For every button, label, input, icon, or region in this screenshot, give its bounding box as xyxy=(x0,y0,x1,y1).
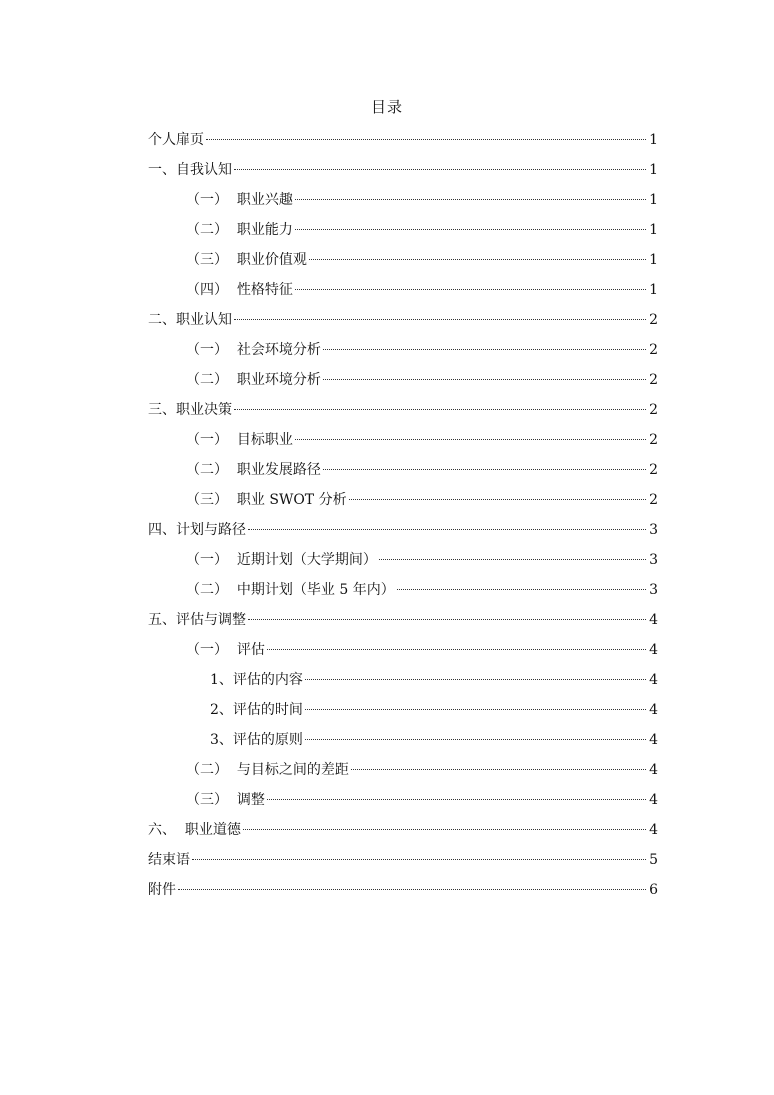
toc-entry-label: 四、计划与路径 xyxy=(148,522,246,538)
toc-dot-leader xyxy=(349,499,646,500)
toc-dot-leader xyxy=(178,889,646,890)
toc-entry-label: （一） 社会环境分析 xyxy=(186,342,321,358)
toc-entry-page-number: 4 xyxy=(649,732,658,748)
toc-dot-leader xyxy=(234,409,646,410)
toc-entry-label: （二） 职业发展路径 xyxy=(186,462,321,478)
toc-dot-leader xyxy=(323,379,646,380)
toc-entry-label: 3、评估的原则 xyxy=(210,732,303,748)
toc-entry[interactable] xyxy=(148,575,658,605)
toc-entry[interactable] xyxy=(148,335,658,365)
toc-entry-page-number: 2 xyxy=(649,462,658,478)
toc-dot-leader xyxy=(323,349,646,350)
toc-entry-page-number: 2 xyxy=(649,312,658,328)
toc-entry[interactable] xyxy=(148,455,658,485)
toc-entry-label: （四） 性格特征 xyxy=(186,282,293,298)
toc-entry-page-number: 4 xyxy=(649,762,658,778)
toc-dot-leader xyxy=(305,709,646,710)
toc-entry[interactable] xyxy=(148,365,658,395)
toc-entry-label: 六、 职业道德 xyxy=(148,822,241,838)
toc-entry-label: （三） 调整 xyxy=(186,792,265,808)
toc-dot-leader xyxy=(267,649,646,650)
toc-entry[interactable] xyxy=(148,815,658,845)
toc-entry[interactable] xyxy=(148,395,658,425)
toc-entry-label: 结束语 xyxy=(148,852,190,868)
toc-entry[interactable] xyxy=(148,725,658,755)
toc-entry-page-number: 3 xyxy=(649,582,658,598)
toc-entry-page-number: 2 xyxy=(649,402,658,418)
toc-entry-page-number: 4 xyxy=(649,672,658,688)
toc-entry[interactable] xyxy=(148,425,658,455)
toc-entry[interactable] xyxy=(148,785,658,815)
toc-entry-label: （一） 评估 xyxy=(186,642,265,658)
toc-entry-label: 二、职业认知 xyxy=(148,312,232,328)
toc-entry[interactable] xyxy=(148,305,658,335)
toc-entry[interactable] xyxy=(148,515,658,545)
toc-entry-label: （三） 职业 SWOT 分析 xyxy=(186,492,347,508)
toc-entry-label: 附件 xyxy=(148,882,176,898)
toc-entry-label: （二） 中期计划（毕业 5 年内） xyxy=(186,582,395,598)
toc-entry-page-number: 4 xyxy=(649,612,658,628)
toc-entry-page-number: 6 xyxy=(649,882,658,898)
toc-entry-page-number: 1 xyxy=(649,282,658,298)
toc-entry[interactable] xyxy=(148,875,658,905)
toc-entry[interactable] xyxy=(148,215,658,245)
toc-entry-label: 个人扉页 xyxy=(148,132,204,148)
toc-entry-page-number: 1 xyxy=(649,252,658,268)
toc-entry-page-number: 3 xyxy=(649,552,658,568)
toc-entry-page-number: 1 xyxy=(649,132,658,148)
toc-entry[interactable] xyxy=(148,125,658,155)
toc-dot-leader xyxy=(248,529,646,530)
toc-dot-leader xyxy=(295,229,646,230)
toc-entry-label: 三、职业决策 xyxy=(148,402,232,418)
toc-dot-leader xyxy=(379,559,646,560)
toc-dot-leader xyxy=(295,199,646,200)
toc-title: 目录 xyxy=(370,98,403,116)
toc-entry[interactable] xyxy=(148,275,658,305)
toc-entry[interactable] xyxy=(148,245,658,275)
toc-entry-page-number: 3 xyxy=(649,522,658,538)
toc-entry-page-number: 4 xyxy=(649,822,658,838)
toc-entry[interactable] xyxy=(148,755,658,785)
toc-entry[interactable] xyxy=(148,155,658,185)
toc-entry-page-number: 1 xyxy=(649,192,658,208)
toc-entry[interactable] xyxy=(148,665,658,695)
toc-entry-label: （一） 目标职业 xyxy=(186,432,293,448)
toc-entry-page-number: 2 xyxy=(649,492,658,508)
toc-entry-page-number: 1 xyxy=(649,162,658,178)
toc-dot-leader xyxy=(323,469,646,470)
toc-entry-page-number: 4 xyxy=(649,792,658,808)
toc-entry[interactable] xyxy=(148,635,658,665)
toc-entry-label: （一） 职业兴趣 xyxy=(186,192,293,208)
toc-dot-leader xyxy=(295,439,646,440)
toc-entry[interactable] xyxy=(148,695,658,725)
toc-entry-page-number: 5 xyxy=(649,852,658,868)
toc-dot-leader xyxy=(305,739,646,740)
toc-entry-label: （二） 职业能力 xyxy=(186,222,293,238)
toc-dot-leader xyxy=(267,799,646,800)
toc-entry-label: 2、评估的时间 xyxy=(210,702,303,718)
toc-dot-leader xyxy=(206,139,646,140)
toc-dot-leader xyxy=(248,619,646,620)
toc-dot-leader xyxy=(192,859,646,860)
toc-entry-page-number: 1 xyxy=(649,222,658,238)
toc-entry-page-number: 2 xyxy=(649,372,658,388)
toc-entry[interactable] xyxy=(148,185,658,215)
toc-entry-page-number: 4 xyxy=(649,642,658,658)
toc-entry[interactable] xyxy=(148,545,658,575)
toc-entry-page-number: 2 xyxy=(649,432,658,448)
toc-entry-label: 一、自我认知 xyxy=(148,162,232,178)
toc-entry-label: 五、评估与调整 xyxy=(148,612,246,628)
toc-dot-leader xyxy=(351,769,646,770)
toc-dot-leader xyxy=(234,319,646,320)
toc-entry-label: （一） 近期计划（大学期间） xyxy=(186,552,377,568)
toc-dot-leader xyxy=(305,679,646,680)
toc-dot-leader xyxy=(243,829,646,830)
toc-dot-leader xyxy=(295,289,646,290)
toc-entry-label: （三） 职业价值观 xyxy=(186,252,307,268)
table-of-contents xyxy=(148,125,658,905)
toc-entry-label: （二） 与目标之间的差距 xyxy=(186,762,349,778)
toc-dot-leader xyxy=(234,169,646,170)
toc-dot-leader xyxy=(309,259,646,260)
toc-dot-leader xyxy=(397,589,646,590)
toc-entry[interactable] xyxy=(148,605,658,635)
toc-entry[interactable] xyxy=(148,845,658,875)
toc-entry-label: （二） 职业环境分析 xyxy=(186,372,321,388)
toc-entry-label: 1、评估的内容 xyxy=(210,672,303,688)
toc-entry-page-number: 4 xyxy=(649,702,658,718)
toc-entry[interactable] xyxy=(148,485,658,515)
toc-entry-page-number: 2 xyxy=(649,342,658,358)
